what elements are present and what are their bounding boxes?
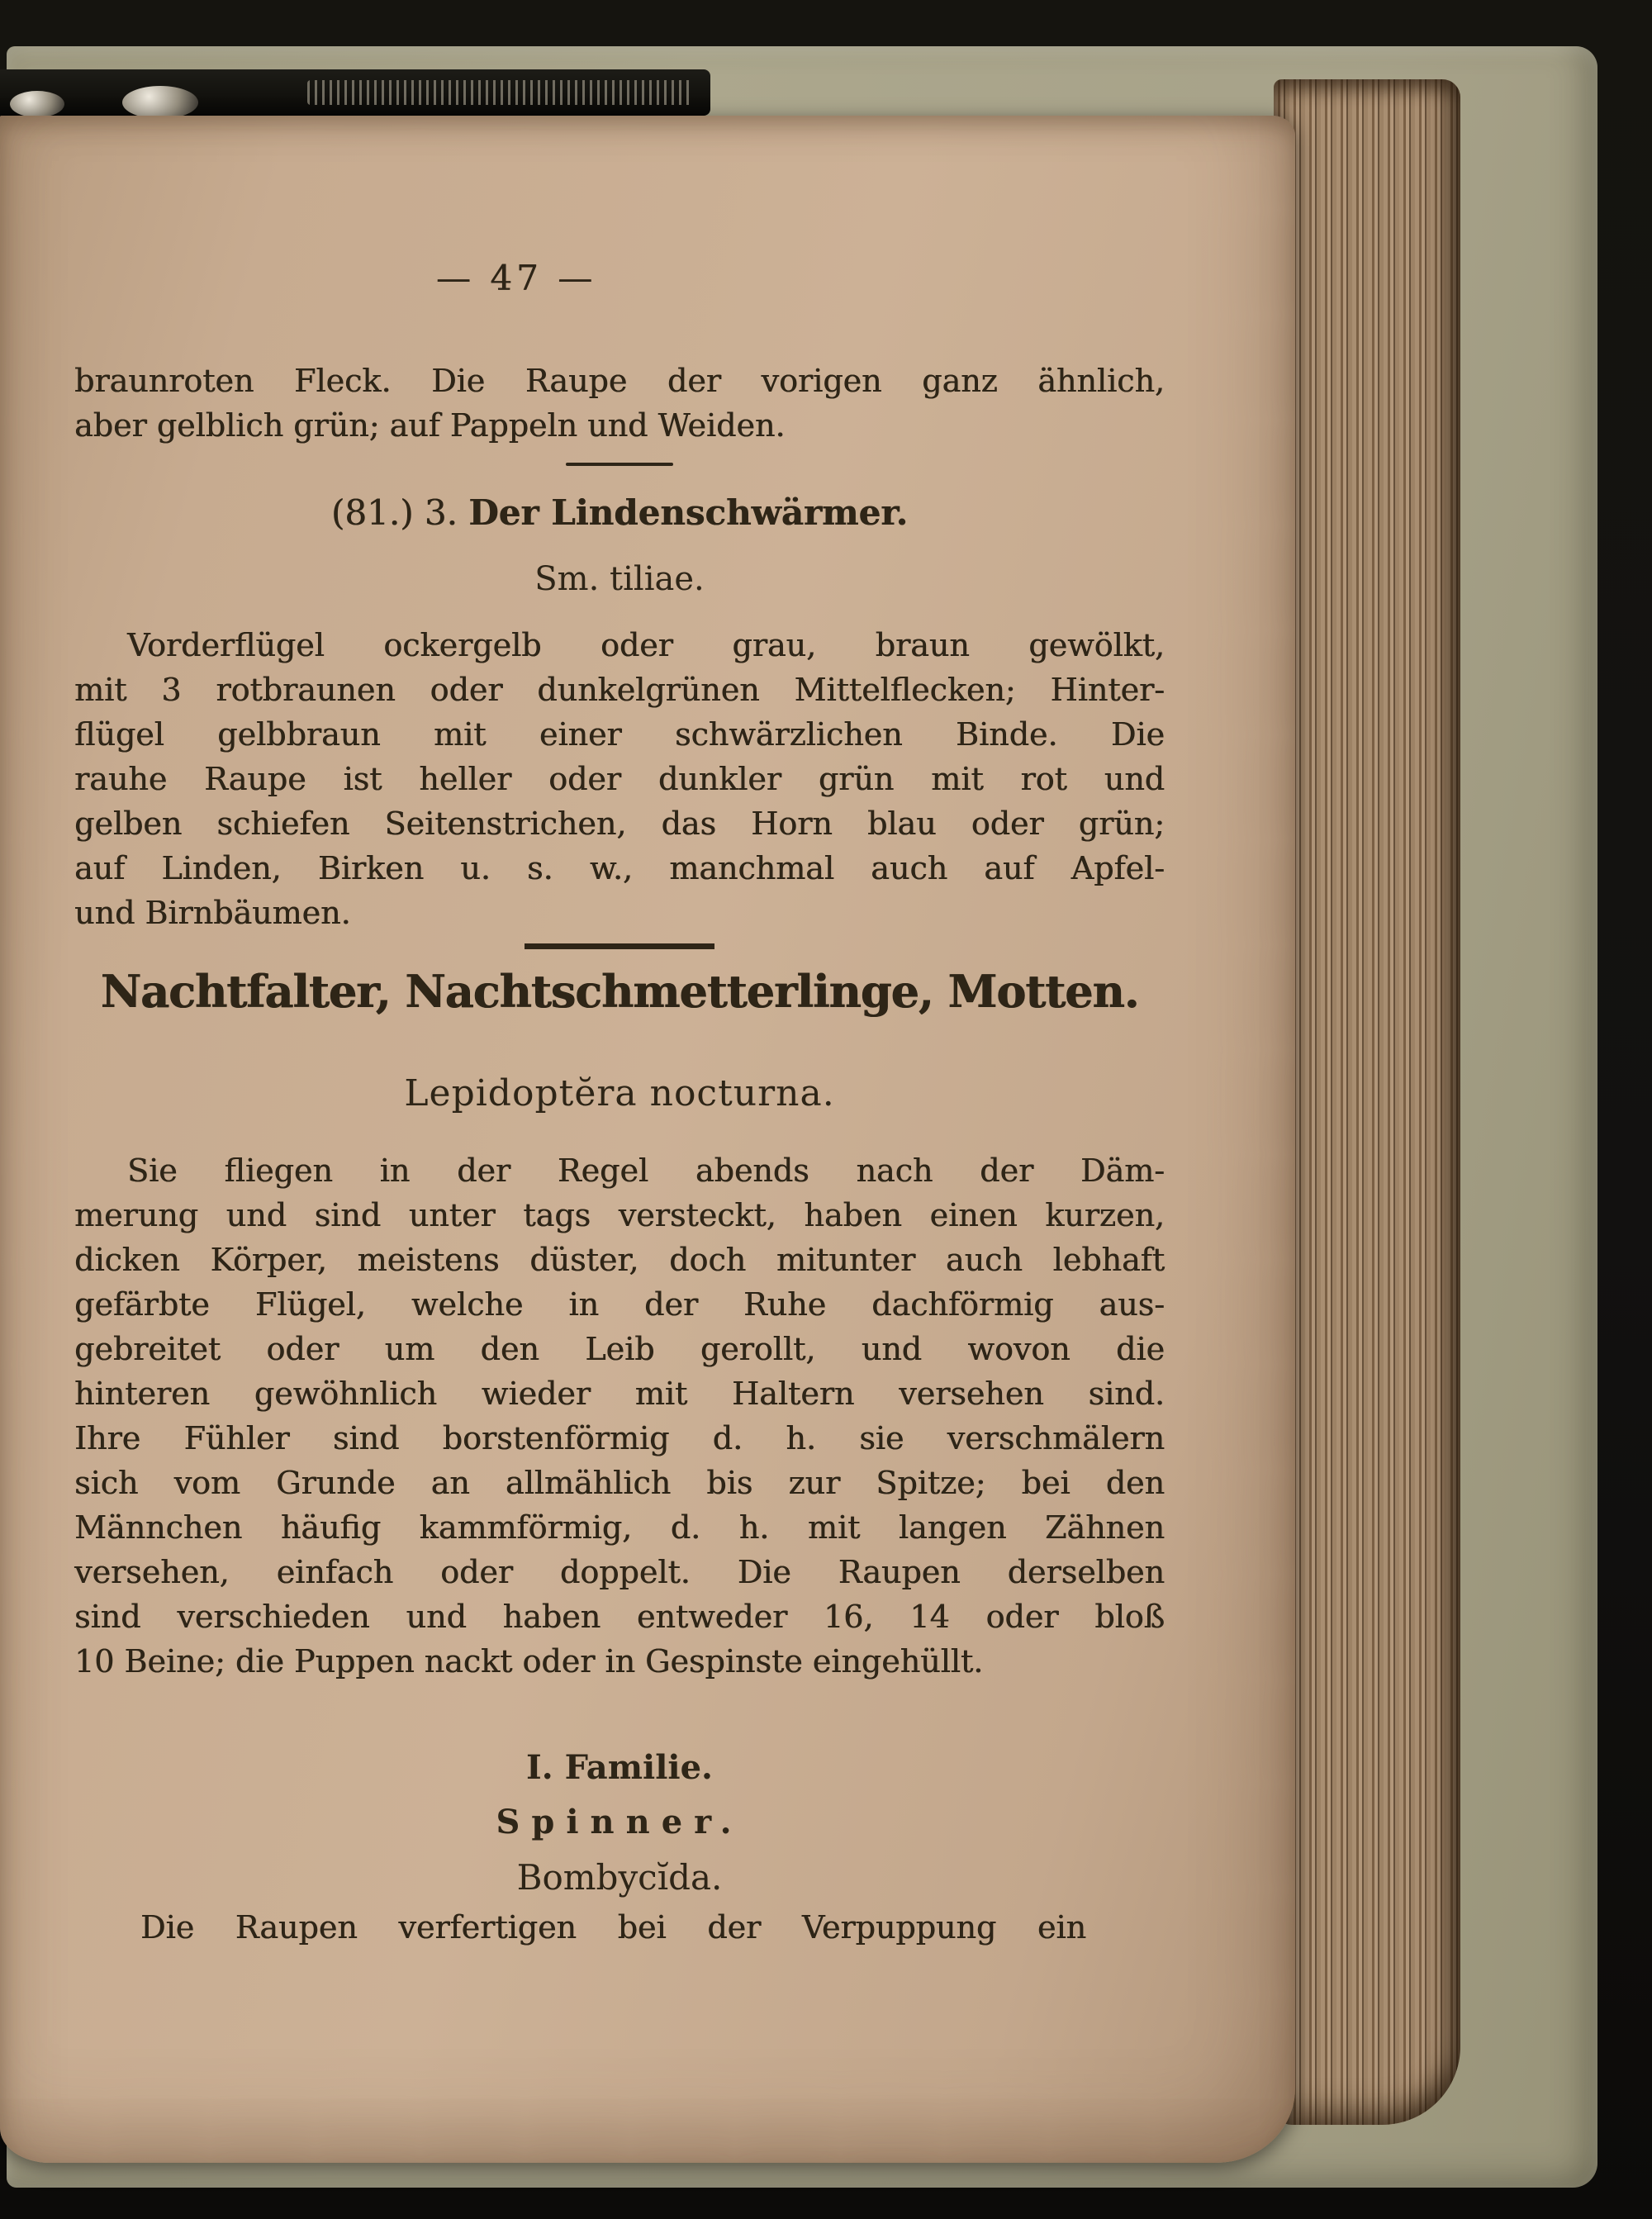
family-label: I. Familie. (526, 1748, 713, 1787)
family-latin-name: Bombycĭda. (516, 1857, 723, 1898)
chapter-paragraph (74, 1148, 1165, 1684)
species-number: (81.) 3. (330, 492, 458, 533)
headband-stitching (307, 80, 694, 105)
intro-paragraph (74, 359, 1165, 448)
page-edges (1274, 79, 1460, 2125)
text-line: sich vom Grunde an allmählich bis zur Spitze; bei den (74, 1465, 1165, 1501)
text-line: mit 3 rotbraunen oder dunkelgrünen Mittelflecken; Hinter- (74, 672, 1165, 708)
text-line: dicken Körper, meistens düster, doch mitunter auch lebhaft (74, 1242, 1165, 1278)
book-page (0, 116, 1295, 2163)
text-line: aber gelblich grün; auf Pappeln und Weiden. (74, 407, 786, 444)
text-line: gelben schiefen Seitenstrichen, das Horn blau oder grün; (74, 805, 1165, 842)
text-line: Vorderflügel ockergelb oder grau, braun gewölkt, (127, 627, 1165, 663)
binding-clasp (10, 91, 64, 117)
species-heading (74, 492, 1165, 533)
page-number: — 47 — (435, 258, 597, 298)
text-line: auf Linden, Birken u. s. w., manchmal auch auf Apfel- (74, 850, 1165, 886)
species-latin-name: Sm. tiliae. (534, 560, 705, 598)
text-line: Männchen häufig kammförmig, d. h. mit langen Zähnen (74, 1509, 1165, 1546)
chapter-title: Nachtfalter, Nachtschmetterlinge, Motten. (100, 965, 1139, 1018)
text-line: Sie fliegen in der Regel abends nach der Däm- (127, 1152, 1165, 1189)
text-line: flügel gelbbraun mit einer schwärzlichen Binde. Die (74, 716, 1165, 753)
text-line: braunroten Fleck. Die Raupe der vorigen ganz ähnlich, (74, 363, 1165, 399)
text-line: versehen, einfach oder doppelt. Die Raupen derselben (74, 1554, 1165, 1590)
species-paragraph (74, 623, 1165, 935)
binding-clasp (122, 86, 198, 119)
text-line: rauhe Raupe ist heller oder dunkler grün mit rot und (74, 761, 1165, 797)
family-name: Spinner. (496, 1803, 743, 1841)
section-divider-rule (566, 463, 673, 466)
family-paragraph (74, 1905, 1165, 1950)
text-line: merung und sind unter tags versteckt, haben einen kurzen, (74, 1197, 1165, 1233)
text-line: 10 Beine; die Puppen nackt oder in Gespinste eingehüllt. (74, 1643, 984, 1680)
text-line: Ihre Fühler sind borstenförmig d. h. sie verschmälern (74, 1420, 1165, 1456)
text-line: und Birnbäumen. (74, 895, 351, 931)
text-line: sind verschieden und haben entweder 16, 14 oder bloß (74, 1599, 1165, 1635)
text-line: gefärbte Flügel, welche in der Ruhe dachförmig aus- (74, 1286, 1165, 1323)
family-paragraph-first-line: Die Raupen verfertigen bei der Verpuppung ein (140, 1909, 1086, 1946)
text-line: gebreitet oder um den Leib gerollt, und wovon die (74, 1331, 1165, 1367)
text-line: hinteren gewöhnlich wieder mit Haltern versehen sind. (74, 1376, 1165, 1412)
chapter-latin-name: Lepidoptĕra nocturna. (404, 1072, 835, 1114)
book-headband (0, 69, 710, 116)
species-title: Der Lindenschwärmer. (468, 492, 909, 533)
chapter-divider-rule (525, 943, 714, 949)
